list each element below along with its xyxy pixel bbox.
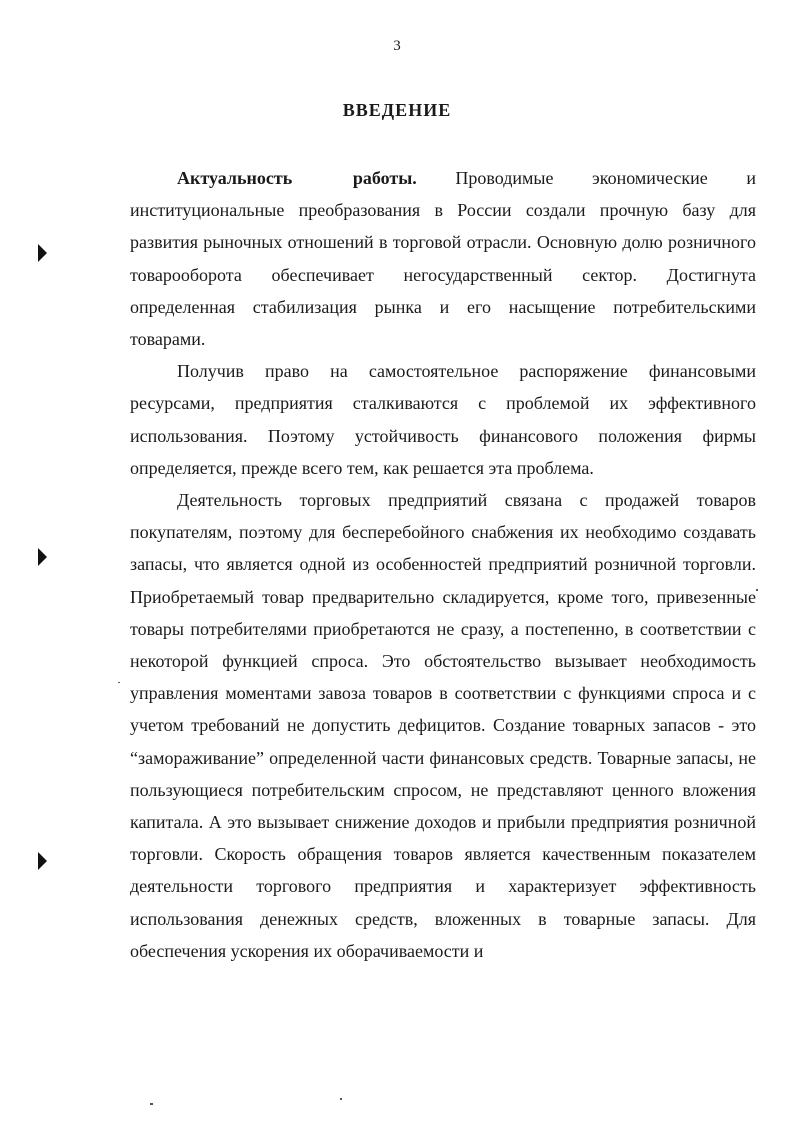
page-number: 3 — [393, 38, 401, 54]
paragraph-lead-heading: Актуальность работы. — [177, 168, 417, 188]
binder-mark-top — [38, 244, 47, 262]
scan-speck — [340, 1098, 342, 1100]
binder-mark-bottom — [38, 852, 47, 870]
scan-speck — [118, 682, 120, 683]
paragraph-financial-resources: Получив право на самостоятельное распоряжение финансовыми ресурсами, предприятия сталкиваются с проблемой их эффективного использования. Поэтому устойчивость финансового положения фирмы определяется, прежде всего тем, как решается эта проблема. — [130, 361, 756, 478]
binder-mark-middle — [38, 548, 47, 566]
body-text — [130, 162, 756, 967]
paragraph-relevance — [130, 162, 756, 355]
scan-speck — [756, 589, 758, 591]
paragraph-trade-activity: Деятельность торговых предприятий связана с продажей товаров покупателям, поэтому для бесперебойного снабжения их необходимо создавать запасы, что является одной из особенностей предприятий розничной торговли. Приобретаемый товар предварительно складируется, кроме того, привезенные товары потребителями приобретаются не сразу, а постепенно, в соответствии с некоторой функцией спроса. Это обстоятельство вызывает необходимость управления моментами завоза товаров в соответствии с функциями спроса и с учетом требований не допустить дефицитов. Создание товарных запасов - это “замораживание” определенной части финансовых средств. Товарные запасы, не пользующиеся потребительским спросом, не представляют ценного вложения капитала. А это вызывает снижение доходов и прибыли предприятия розничной торговли. Скорость обращения товаров является качественным показателем деятельности торгового предприятия и характеризует эффективность использования денежных средств, вложенных в товарные запасы. Для обеспечения ускорения их оборачиваемости и — [130, 490, 756, 961]
page-title: ВВЕДЕНИЕ — [342, 100, 452, 120]
scan-speck — [150, 1103, 153, 1105]
paragraph-relevance-text: Проводимые экономические и институциональные преобразования в России создали прочную базу для развития рыночных отношений в торговой отрасли. Основную долю розничного товарооборота обеспечивает негосударственный сектор. Достигнута определенная стабилизация рынка и его насыщение потребительскими товарами. — [130, 168, 756, 350]
